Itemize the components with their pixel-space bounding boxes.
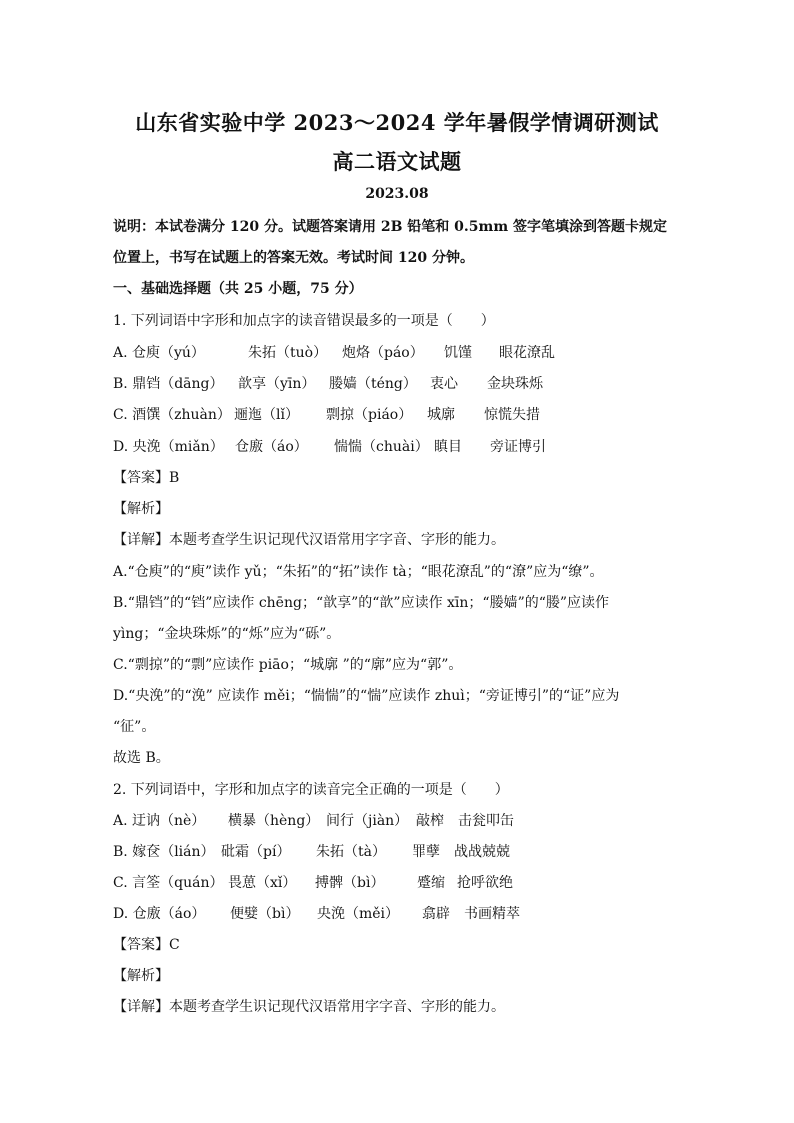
- q1-c-item-4: 城廓: [427, 407, 455, 423]
- q1-b-item-3: 媵嫱（téng）: [329, 376, 417, 392]
- q1-d-item-4: 瞋目: [434, 439, 462, 455]
- q2-a-item-4: 敲榨: [416, 813, 444, 829]
- q2-a-item-5: 击瓮叩缶: [458, 813, 514, 829]
- exam-date: 2023.08: [365, 186, 429, 202]
- q2-a-item-2: 横暴（hèng）: [228, 813, 320, 829]
- q2-d-item-2: 便嬖（bì）: [230, 906, 300, 922]
- q2-b-item-3: 朱拓（tà）: [316, 844, 386, 860]
- q2-a-item-1: A. 迂讷（nè）: [113, 813, 206, 829]
- q1-d-item-2: 仓廒（áo）: [235, 439, 308, 455]
- q1-b-item-2: 歆享（yīn）: [238, 376, 316, 392]
- q1-explain-c: C.“剽掠”的“剽”应读作 piāo；“城廓 ”的“廓”应为“郭”。: [113, 657, 463, 673]
- exam-title: 山东省实验中学 2023～2024 学年暑假学情调研测试: [135, 110, 659, 135]
- q2-d-item-3: 央浼（měi）: [317, 906, 400, 922]
- q1-c-item-5: 惊慌失措: [484, 407, 540, 423]
- q1-choose: 故选 B。: [113, 750, 170, 766]
- q1-a-item-4: 饥馑: [444, 345, 472, 361]
- q1-option-a: [113, 342, 555, 362]
- q1-a-item-3: 炮烙（páo）: [342, 345, 424, 361]
- section-heading: 一、基础选择题（共 25 小题，75 分）: [113, 281, 363, 297]
- q1-analysis-label: 【解析】: [113, 501, 169, 517]
- q2-d-item-4: 翕辟: [422, 906, 450, 922]
- q1-answer: 【答案】B: [113, 470, 180, 486]
- q1-detail: 【详解】本题考查学生识记现代汉语常用字字音、字形的能力。: [113, 532, 505, 548]
- q2-c-item-4: 蹙缩: [417, 875, 445, 891]
- q2-b-item-1: B. 嫁奁（lián）: [113, 844, 215, 860]
- q1-d-item-1: D. 央浼（miǎn）: [113, 439, 224, 455]
- q1-d-item-5: 旁证博引: [490, 439, 546, 455]
- q1-b-item-5: 金块珠烁: [487, 376, 543, 392]
- q2-b-item-5: 战战兢兢: [454, 844, 510, 860]
- q2-c-item-1: C. 言筌（quán）: [113, 875, 224, 891]
- q1-explain-d-2: “征”。: [113, 719, 156, 735]
- q2-option-a: [113, 810, 514, 830]
- intro-line-2: 位置上，书写在试题上的答案无效。考试时间 120 分钟。: [113, 250, 474, 266]
- q2-c-item-3: 搏髀（bì）: [315, 875, 385, 891]
- q2-analysis-label: 【解析】: [113, 968, 169, 984]
- q2-c-item-2: 畏葸（xǐ）: [228, 875, 297, 891]
- q2-d-item-1: D. 仓廒（áo）: [113, 906, 206, 922]
- q2-c-item-5: 抢呼欲绝: [457, 875, 513, 891]
- q2-stem: 2. 下列词语中，字形和加点字的读音完全正确的一项是（ ）: [113, 782, 509, 798]
- q2-option-d: [113, 903, 520, 923]
- q1-d-item-3: 惴惴（chuài）: [334, 439, 429, 455]
- q1-explain-b-1: B.“鼎铛”的“铛”应读作 chēng；“歆享”的“歆”应读作 xīn；“媵嫱”的“媵”应读作: [113, 595, 610, 611]
- q1-c-item-2: 逦迤（lǐ）: [234, 407, 299, 423]
- q1-a-item-2: 朱拓（tuò）: [248, 345, 328, 361]
- q1-explain-a: A.“仓庾”的“庾”读作 yǔ；“朱拓”的“拓”读作 tà；“眼花潦乱”的“潦”应为“缭”。: [113, 564, 604, 580]
- q2-b-item-4: 罪孽: [412, 844, 440, 860]
- q2-detail: 【详解】本题考查学生识记现代汉语常用字字音、字形的能力。: [113, 999, 505, 1015]
- q2-option-b: [113, 841, 510, 861]
- q1-c-item-1: C. 酒馔（zhuàn）: [113, 407, 231, 423]
- q1-option-d: [113, 436, 546, 456]
- q1-option-b: [113, 373, 543, 393]
- q1-stem: 1. 下列词语中字形和加点字的读音错误最多的一项是（ ）: [113, 313, 495, 329]
- q1-option-c: [113, 404, 540, 424]
- q2-d-item-5: 书画精萃: [464, 906, 520, 922]
- q2-option-c: [113, 872, 513, 892]
- exam-subtitle: 高二语文试题: [332, 149, 462, 174]
- intro-line-1: 说明：本试卷满分 120 分。试题答案请用 2B 铅笔和 0.5mm 签字笔填涂到答题卡规定: [113, 219, 668, 235]
- q1-explain-b-2: yìng；“金块珠烁”的“烁”应为“砾”。: [113, 626, 341, 642]
- q1-b-item-1: B. 鼎铛（dāng）: [113, 376, 224, 392]
- q1-explain-d-1: D.“央浼”的“浼” 应读作 měi；“惴惴”的“惴”应读作 zhuì；“旁证博引”的“证”应为: [113, 688, 620, 704]
- q2-a-item-3: 间行（jiàn）: [326, 813, 409, 829]
- q2-b-item-2: 砒霜（pí）: [221, 844, 291, 860]
- q1-b-item-4: 衷心: [430, 376, 458, 392]
- q2-answer: 【答案】C: [113, 937, 180, 953]
- q1-c-item-3: 剽掠（piáo）: [326, 407, 413, 423]
- q1-a-item-5: 眼花潦乱: [499, 345, 555, 361]
- q1-a-item-1: A. 仓庾（yú）: [113, 345, 205, 361]
